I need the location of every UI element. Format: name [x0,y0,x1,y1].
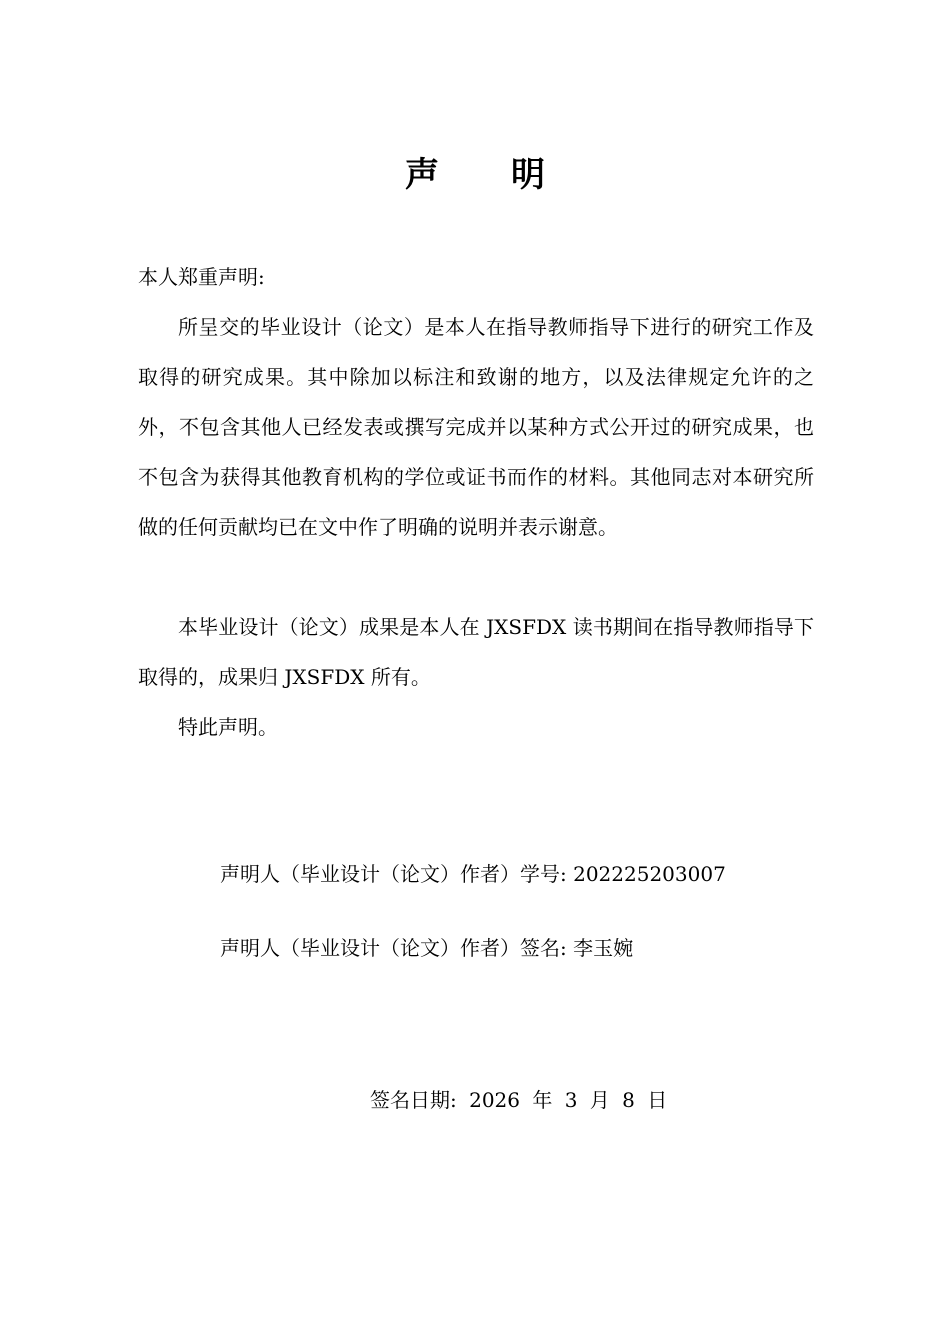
student-id-line: 声明人（毕业设计（论文）作者）学号: 202225203007 [220,862,726,886]
signature-line: 声明人（毕业设计（论文）作者）签名: 李玉婉 [220,936,634,960]
signature-date-line: 签名日期: 2026 年 3 月 8 日 [370,1088,668,1112]
title-char-left: 声 [405,155,439,195]
paragraph-ownership: 本毕业设计（论文）成果是本人在 JXSFDX 读书期间在指导教师指导下取得的，成果归 JXSFDX 所有。 [138,615,814,689]
page-title [0,150,950,200]
title-char-right: 明 [511,155,545,195]
paragraph-closing: 特此声明。 [178,715,278,739]
paragraph-originality: 所呈交的毕业设计（论文）是本人在指导教师指导下进行的研究工作及取得的研究成果。其中除加以标注和致谢的地方，以及法律规定允许的之外，不包含其他人已经发表或撰写完成并以某种方式公开过的研究成果，也不包含为获得其他教育机构的学位或证书而作的材料。其他同志对本研究所做的任何贡献均已在文中作了明确的说明并表示谢意。 [138,315,814,539]
intro-line: 本人郑重声明: [138,265,265,289]
